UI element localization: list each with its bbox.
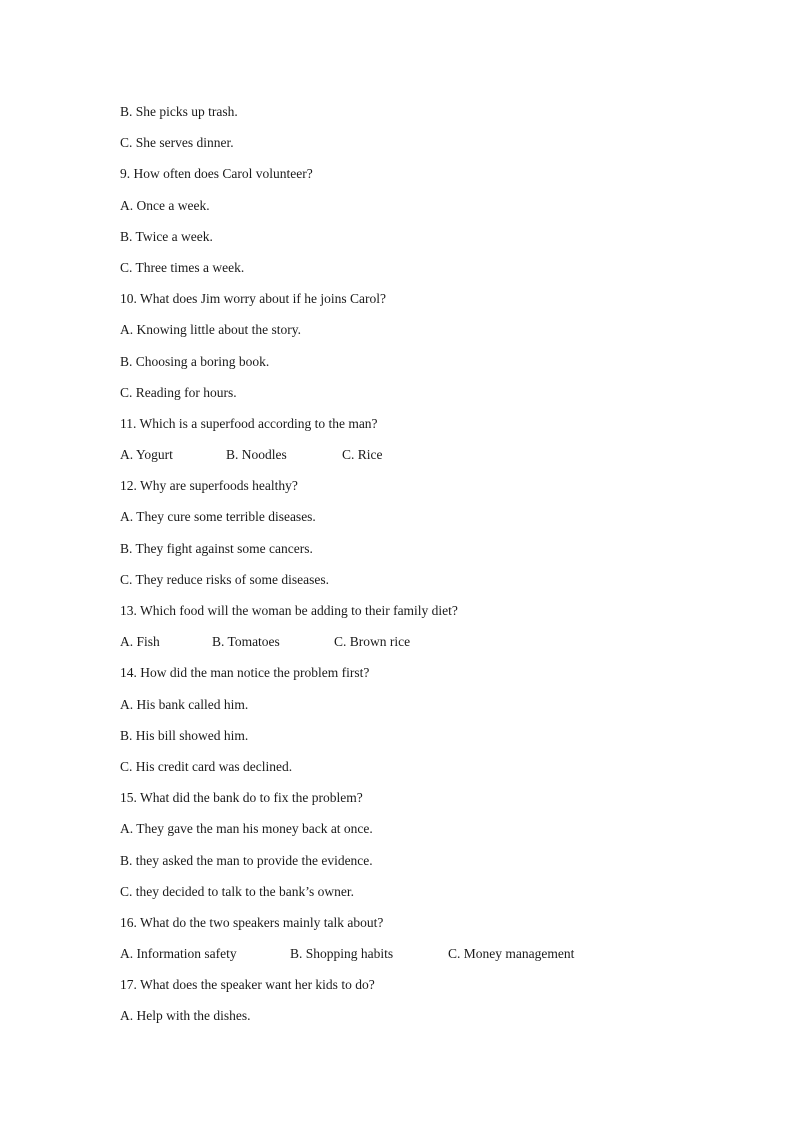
question-16: 16. What do the two speakers mainly talk about? <box>120 914 384 930</box>
option-q17-a: A. Help with the dishes. <box>120 1008 251 1024</box>
question-10: 10. What does Jim worry about if he joins Carol? <box>120 291 386 307</box>
question-14: 14. How did the man notice the problem first? <box>120 665 370 681</box>
option-q11-b: B. Noodles <box>226 447 287 463</box>
option-q12-a: A. They cure some terrible diseases. <box>120 509 316 525</box>
option-q10-c: C. Reading for hours. <box>120 384 237 400</box>
option-q9-b: B. Twice a week. <box>120 228 213 244</box>
question-15: 15. What did the bank do to fix the problem? <box>120 790 363 806</box>
option-q8-b: B. She picks up trash. <box>120 104 238 119</box>
options-row-q13 <box>120 632 740 663</box>
option-q16-c: C. Money management <box>448 946 575 962</box>
options-row-q16 <box>120 944 740 975</box>
question-12: 12. Why are superfoods healthy? <box>120 478 298 494</box>
option-q11-c: C. Rice <box>342 447 383 463</box>
option-q11-a: A. Yogurt <box>120 447 173 463</box>
question-11: 11. Which is a superfood according to the man? <box>120 415 378 431</box>
question-17: 17. What does the speaker want her kids to do? <box>120 977 375 993</box>
option-q10-a: A. Knowing little about the story. <box>120 322 301 338</box>
option-q12-c: C. They reduce risks of some diseases. <box>120 571 329 587</box>
question-13: 13. Which food will the woman be adding to their family diet? <box>120 603 458 618</box>
option-q9-c: C. Three times a week. <box>120 259 245 275</box>
option-q13-b: B. Tomatoes <box>212 634 280 650</box>
option-q16-a: A. Information safety <box>120 946 237 962</box>
option-q8-c: C. She serves dinner. <box>120 135 234 151</box>
option-q15-a: A. They gave the man his money back at once. <box>120 821 373 837</box>
option-q15-c: C. they decided to talk to the bank’s owner. <box>120 883 354 899</box>
options-row-q11 <box>120 445 740 476</box>
option-q13-a: A. Fish <box>120 634 160 650</box>
option-q15-b: B. they asked the man to provide the evidence. <box>120 852 373 868</box>
question-list <box>120 102 740 1038</box>
option-q14-a: A. His bank called him. <box>120 696 249 712</box>
option-q14-c: C. His credit card was declined. <box>120 758 293 774</box>
option-q9-a: A. Once a week. <box>120 197 210 213</box>
option-q14-b: B. His bill showed him. <box>120 727 249 743</box>
option-q16-b: B. Shopping habits <box>290 946 394 962</box>
question-9: 9. How often does Carol volunteer? <box>120 166 313 182</box>
option-q13-c: C. Brown rice <box>334 634 411 650</box>
option-q12-b: B. They fight against some cancers. <box>120 540 313 556</box>
option-q10-b: B. Choosing a boring book. <box>120 353 270 369</box>
